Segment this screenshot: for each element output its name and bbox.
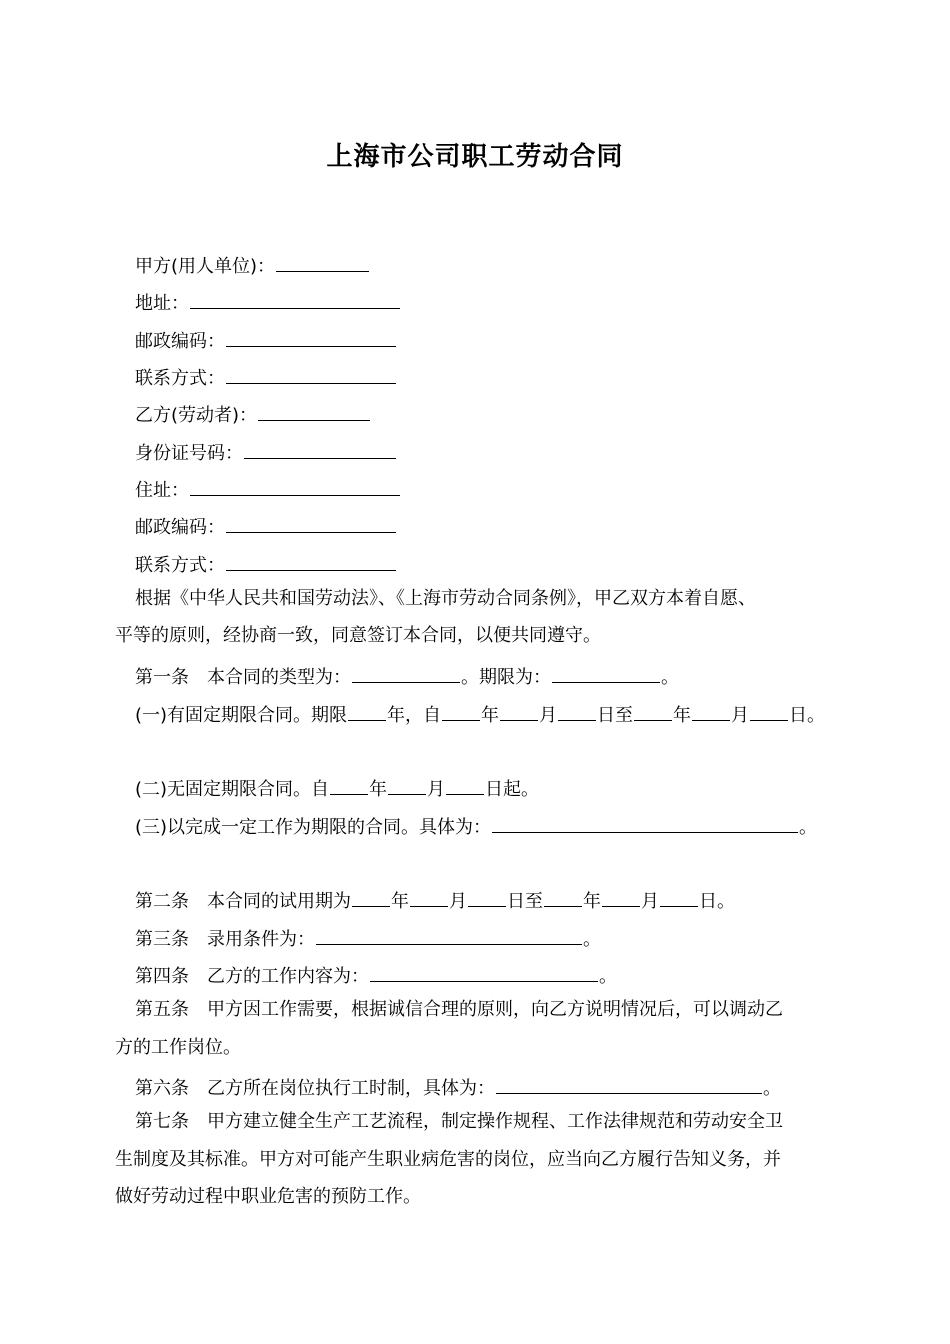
- article-1-line: [135, 662, 679, 690]
- party-a-address-line: [135, 288, 401, 316]
- article-6-blank[interactable]: [496, 1073, 762, 1094]
- party-a-postcode-blank[interactable]: [226, 326, 396, 347]
- art2-blank-end-month[interactable]: [602, 886, 640, 907]
- article-4-end: 。: [599, 966, 617, 987]
- opt3-blank[interactable]: [492, 812, 798, 833]
- opt1-blank-start-day[interactable]: [558, 700, 596, 721]
- opt2-blank-day[interactable]: [446, 774, 484, 795]
- party-b-address-label: 住址：: [135, 480, 189, 501]
- party-a-contact-label: 联系方式：: [135, 368, 225, 389]
- opt3-text-0: (三)以完成一定工作为期限的合同。具体为：: [135, 817, 492, 838]
- party-b-id-blank[interactable]: [244, 438, 396, 459]
- party-b-name-line: [135, 400, 371, 428]
- article-7-line-2: 生制度及其标准。甲方对可能产生职业病危害的岗位，应当向乙方履行告知义务，并: [115, 1149, 781, 1170]
- opt1-blank-years[interactable]: [348, 700, 386, 721]
- party-b-id-label: 身份证号码：: [135, 443, 243, 464]
- article-2-number: 第二条: [135, 891, 189, 912]
- art2-text-6: 日。: [699, 891, 735, 912]
- party-a-postcode-label: 邮政编码：: [135, 331, 225, 352]
- art2-text-2: 月: [449, 891, 467, 912]
- article-3-number: 第三条: [135, 929, 189, 950]
- opt1-blank-end-year[interactable]: [634, 700, 672, 721]
- article-1-type-blank[interactable]: [352, 662, 460, 683]
- party-a-contact-line: [135, 363, 397, 391]
- party-b-contact-line: [135, 550, 397, 578]
- opt1-blank-end-day[interactable]: [750, 700, 788, 721]
- article-7-line-1: [135, 1110, 783, 1134]
- article-7-text-1: 甲方建立健全生产工艺流程，制定操作规程、工作法律规范和劳动安全卫: [207, 1111, 783, 1132]
- article-3-label: 录用条件为：: [207, 929, 315, 950]
- article-4-label: 乙方的工作内容为：: [207, 966, 369, 987]
- article-5-number: 第五条: [135, 999, 189, 1020]
- article-1-type-label: 本合同的类型为：: [207, 667, 351, 688]
- art2-blank-end-day[interactable]: [660, 886, 698, 907]
- article-6-line: [135, 1073, 781, 1101]
- article-6-number: 第六条: [135, 1078, 189, 1099]
- art2-text-3: 日至: [507, 891, 543, 912]
- article-5-line-1: [135, 998, 783, 1022]
- preamble-line-2: 平等的原则，经协商一致，同意签订本合同，以便共同遵守。: [115, 625, 601, 646]
- opt1-text-6: 月: [731, 705, 750, 726]
- article-4-number: 第四条: [135, 966, 189, 987]
- art2-blank-start-day[interactable]: [468, 886, 506, 907]
- opt2-text-2: 月: [427, 779, 446, 800]
- opt1-text-4: 日至: [597, 705, 634, 726]
- party-b-postcode-label: 邮政编码：: [135, 517, 225, 538]
- opt1-text-7: 日。: [789, 705, 826, 726]
- opt2-blank-year[interactable]: [330, 774, 368, 795]
- article-7-line-3: 做好劳动过程中职业危害的预防工作。: [115, 1186, 421, 1207]
- party-a-contact-blank[interactable]: [226, 363, 396, 384]
- opt1-blank-end-month[interactable]: [692, 700, 730, 721]
- party-a-postcode-line: [135, 326, 397, 354]
- art2-text-5: 月: [641, 891, 659, 912]
- opt1-text-0: (一)有固定期限合同。期限: [135, 705, 348, 726]
- party-b-address-line: [135, 475, 401, 503]
- art2-blank-end-year[interactable]: [544, 886, 582, 907]
- opt2-blank-month[interactable]: [388, 774, 426, 795]
- opt2-text-3: 日起。: [485, 779, 540, 800]
- party-b-id-line: [135, 438, 397, 466]
- party-b-postcode-line: [135, 512, 397, 540]
- article-3-end: 。: [583, 929, 601, 950]
- article-4-line: [135, 961, 617, 989]
- opt2-text-0: (二)无固定期限合同。自: [135, 779, 330, 800]
- article-5-text-1: 甲方因工作需要，根据诚信合理的原则，向乙方说明情况后，可以调动乙: [207, 999, 783, 1020]
- article-6-label: 乙方所在岗位执行工时制，具体为：: [207, 1078, 495, 1099]
- art2-blank-start-month[interactable]: [410, 886, 448, 907]
- party-a-name-line: [135, 251, 370, 279]
- party-a-address-label: 地址：: [135, 293, 189, 314]
- article-1-option-1: [135, 700, 825, 728]
- opt1-text-2: 年: [481, 705, 500, 726]
- article-3-blank[interactable]: [316, 924, 582, 945]
- article-1-option-3: [135, 812, 817, 840]
- article-1-term-label: 。期限为：: [461, 667, 551, 688]
- art2-blank-start-year[interactable]: [352, 886, 390, 907]
- article-2-line: [135, 886, 735, 914]
- party-a-address-blank[interactable]: [190, 288, 400, 309]
- opt1-text-5: 年: [673, 705, 692, 726]
- opt1-blank-start-year[interactable]: [442, 700, 480, 721]
- document-title: 上海市公司职工劳动合同: [326, 142, 624, 172]
- art2-text-4: 年: [583, 891, 601, 912]
- party-b-name-blank[interactable]: [258, 400, 370, 421]
- party-b-contact-label: 联系方式：: [135, 555, 225, 576]
- article-5-line-2: 方的工作岗位。: [115, 1037, 241, 1058]
- article-7-number: 第七条: [135, 1111, 189, 1132]
- article-3-line: [135, 924, 601, 952]
- opt1-text-1: 年，自: [387, 705, 442, 726]
- opt3-text-1: 。: [799, 817, 818, 838]
- preamble-line-1: 根据《中华人民共和国劳动法》、《上海市劳动合同条例》，甲乙双方本着自愿、: [135, 588, 756, 609]
- opt1-blank-start-month[interactable]: [500, 700, 538, 721]
- party-b-contact-blank[interactable]: [226, 550, 396, 571]
- article-1-option-2: [135, 774, 539, 802]
- party-b-postcode-blank[interactable]: [226, 512, 396, 533]
- opt2-text-1: 年: [369, 779, 388, 800]
- article-1-end: 。: [661, 667, 679, 688]
- party-a-name-label: 甲方(用人单位)：: [135, 256, 276, 277]
- article-6-end: 。: [763, 1078, 781, 1099]
- party-b-name-label: 乙方(劳动者)：: [135, 405, 258, 426]
- art2-text-1: 年: [391, 891, 409, 912]
- article-1-term-blank[interactable]: [552, 662, 660, 683]
- article-1-number: 第一条: [135, 667, 189, 688]
- article-4-blank[interactable]: [370, 961, 598, 982]
- opt1-text-3: 月: [539, 705, 558, 726]
- party-a-name-blank[interactable]: [276, 251, 369, 272]
- party-b-address-blank[interactable]: [190, 475, 400, 496]
- art2-text-0: 本合同的试用期为: [207, 891, 351, 912]
